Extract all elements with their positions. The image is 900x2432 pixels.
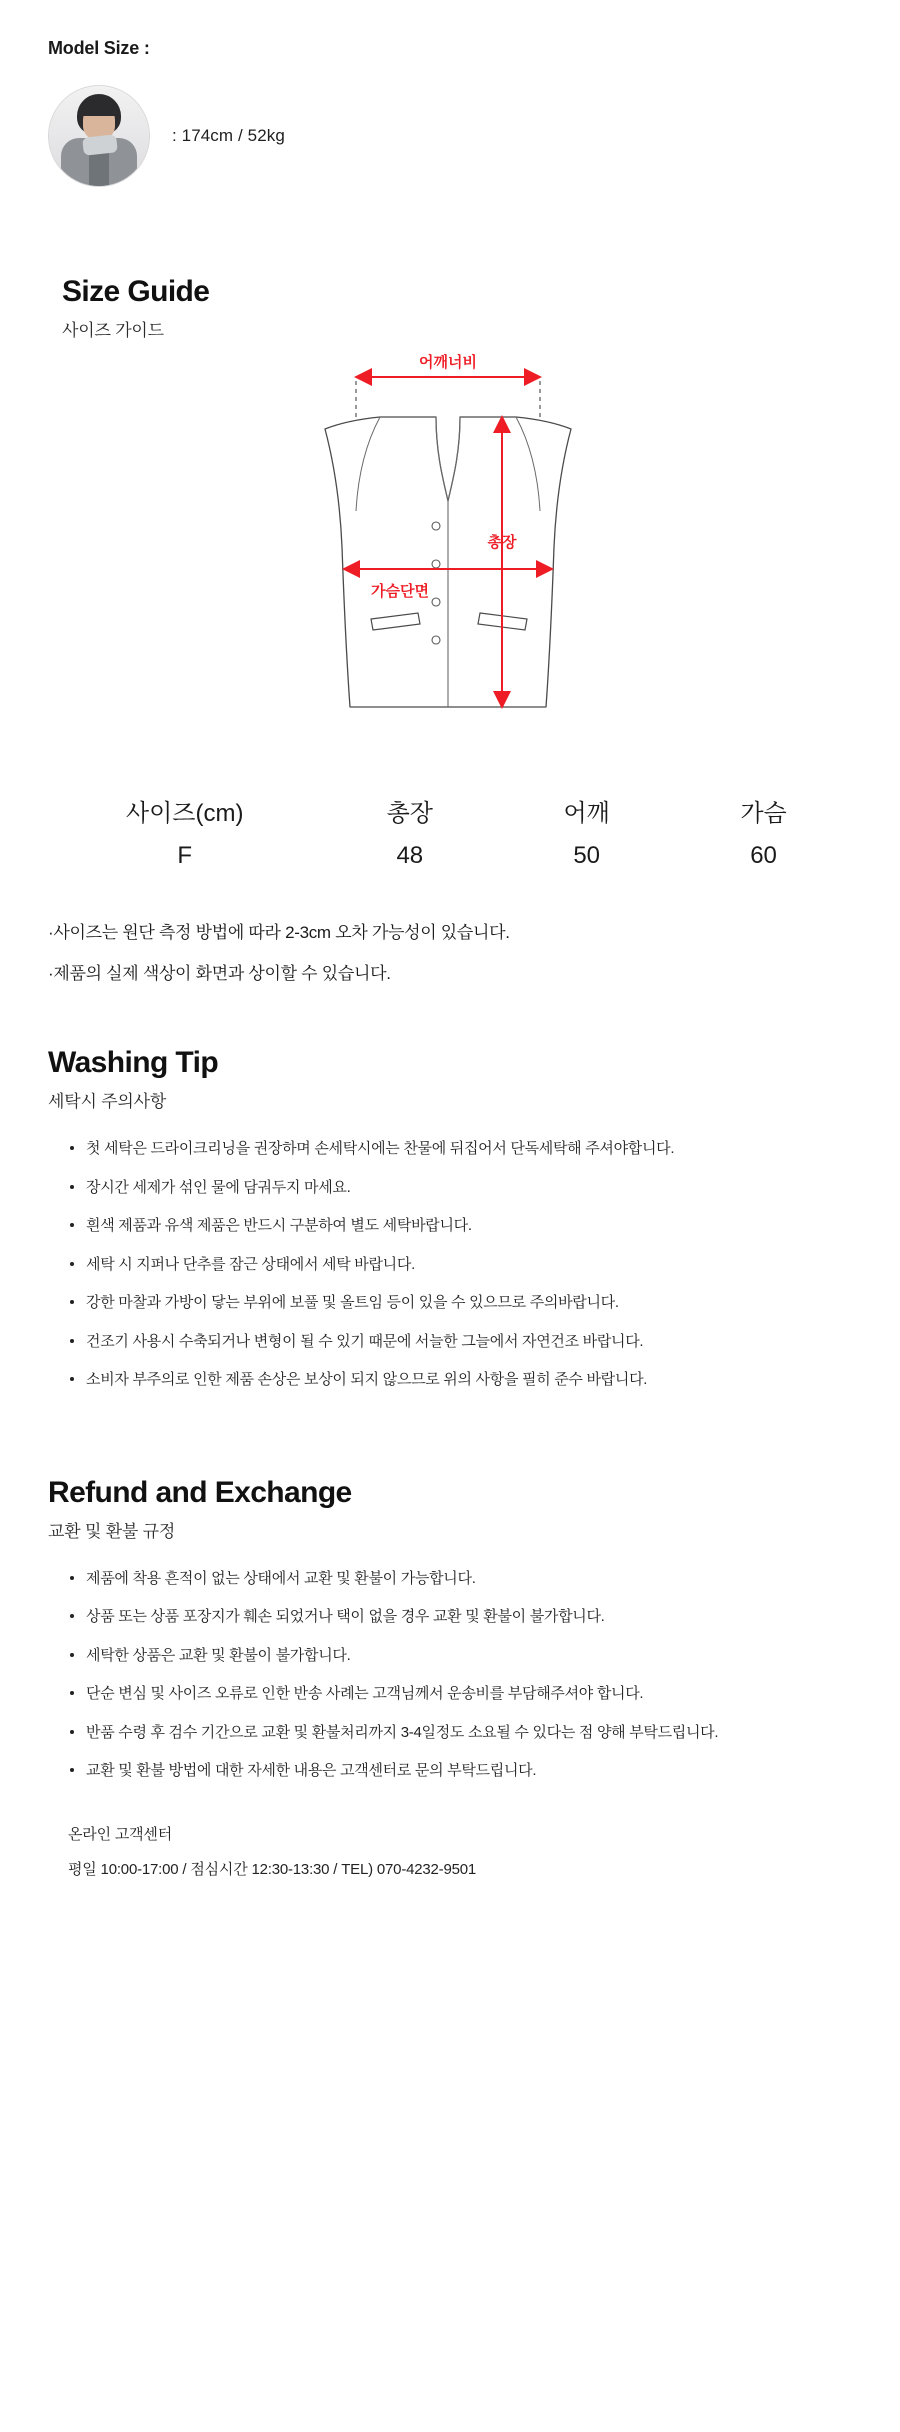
list-item: 제품에 착용 흔적이 없는 상태에서 교환 및 환불이 가능합니다. [68,1568,852,1591]
vest-measurement-diagram-svg [240,351,660,771]
washing-title-ko: 세탁시 주의사항 [48,1092,167,1111]
size-notes [48,918,852,984]
list-item: 세탁한 상품은 교환 및 환불이 불가합니다. [68,1645,852,1668]
size-guide-title-ko: 사이즈 가이드 [62,321,164,340]
garment-diagram [48,351,852,771]
table-row [48,832,852,874]
size-table-cell: 48 [396,842,424,869]
size-table-header-cell: 총장 [386,800,433,827]
model-size-row [48,85,852,187]
washing-title-en: Washing Tip [48,1046,219,1079]
size-guide-title-en: Size Guide [62,275,210,308]
model-measurement-text: : 174cm / 52kg [172,126,285,145]
size-guide-heading [48,275,852,341]
washing-list [48,1138,852,1392]
diagram-label-length: 총장 [487,534,517,551]
list-item: 교환 및 환불 방법에 대한 자세한 내용은 고객센터로 문의 부탁드립니다. [68,1760,852,1783]
size-table [48,789,852,874]
refund-heading [48,1476,852,1542]
list-item: 세탁 시 지퍼나 단추를 잠근 상태에서 세탁 바랍니다. [68,1254,852,1277]
list-item: 첫 세탁은 드라이크리닝을 권장하며 손세탁시에는 찬물에 뒤집어서 단독세탁해 주셔야합니다. [68,1138,852,1161]
list-item: 장시간 세제가 섞인 물에 담궈두지 마세요. [68,1177,852,1200]
list-item: 흰색 제품과 유색 제품은 반드시 구분하여 별도 세탁바랍니다. [68,1215,852,1238]
size-note: ·사이즈는 원단 측정 방법에 따라 2-3cm 오차 가능성이 있습니다. [48,923,510,942]
diagram-label-shoulder: 어깨너비 [419,354,477,371]
diagram-label-chest: 가슴단면 [371,583,429,600]
washing-heading [48,1046,852,1112]
size-table-header-cell: 어깨 [563,800,610,827]
size-table-header-row [48,789,852,832]
refund-title-ko: 교환 및 환불 규정 [48,1521,176,1541]
refund-list [48,1568,852,1783]
size-table-cell: 60 [750,842,777,869]
size-table-cell: F [177,842,193,869]
contact-hours: 평일 10:00-17:00 / 점심시간 12:30-13:30 / TEL) 070-4232-9501 [68,1860,477,1878]
list-item: 단순 변심 및 사이즈 오류로 인한 반송 사례는 고객님께서 운송비를 부담해주셔야 합니다. [68,1683,852,1706]
refund-title-en: Refund and Exchange [48,1475,352,1509]
list-item: 상품 또는 상품 포장지가 훼손 되었거나 택이 없을 경우 교환 및 환불이 불가합니다. [68,1606,852,1629]
list-item: 건조기 사용시 수축되거나 변형이 될 수 있기 때문에 서늘한 그늘에서 자연건조 바랍니다. [68,1331,852,1354]
size-table-cell: 50 [573,842,601,869]
size-table-header-cell: 가슴 [740,800,787,827]
customer-center-contact [48,1823,852,1953]
list-item: 반품 수령 후 검수 기간으로 교환 및 환불처리까지 3-4일정도 소요될 수 있다는 점 양해 부탁드립니다. [68,1722,852,1745]
model-size-label: Model Size : [48,38,150,58]
size-note: ·제품의 실제 색상이 화면과 상이할 수 있습니다. [48,964,391,983]
size-table-header-cell: 사이즈(cm) [125,800,244,827]
contact-title: 온라인 고객센터 [68,1825,172,1843]
list-item: 강한 마찰과 가방이 닿는 부위에 보풀 및 올트임 등이 있을 수 있으므로 주의바랍니다. [68,1292,852,1315]
list-item: 소비자 부주의로 인한 제품 손상은 보상이 되지 않으므로 위의 사항을 필히 준수 바랍니다. [68,1369,852,1392]
model-photo-icon [48,85,150,187]
